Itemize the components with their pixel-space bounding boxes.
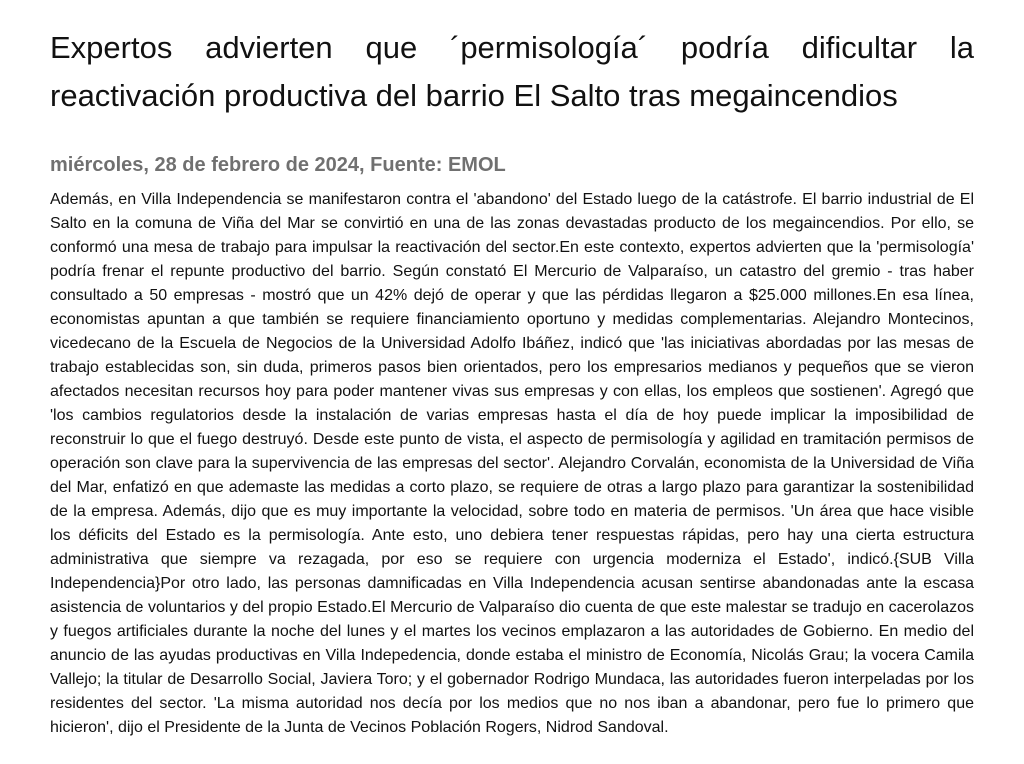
article-headline: Expertos advierten que ´permisología´ podría dificultar la reactivación productiva del barrio El Salto tras megaincendios [50,30,974,113]
article-body: Además, en Villa Independencia se manifestaron contra el 'abandono' del Estado luego de la catástrofe. El barrio industrial de El Salto en la comuna de Viña del Mar se convirtió en una de las zonas devastadas producto de los megaincendios. Por ello, se conformó una mesa de trabajo para impulsar la reactivación del sector.En este contexto, expertos advierten que la 'permisología' podría frenar el repunte productivo del barrio. Según constató El Mercurio de Valparaíso, un catastro del gremio - tras haber consultado a 50 empresas - mostró que un 42% dejó de operar y que las pérdidas llegaron a $25.000 millones.En esa línea, economistas apuntan a que también se requiere financiamiento oportuno y medidas complementarias. Alejandro Montecinos, vicedecano de la Escuela de Negocios de la Universidad Adolfo Ibáñez, indicó que 'las iniciativas abordadas por las mesas de trabajo establecidas son, sin duda, primeros pasos bien orientados, pero los empresarios medianos y pequeños que se vieron afectados necesitan recursos hoy para poder mantener vivas sus empresas y con ellas, los empleos que sostienen'. Agregó que 'los cambios regulatorios desde la instalación de varias empresas hasta el día de hoy puede implicar la imposibilidad de reconstruir lo que el fuego destruyó. Desde este punto de vista, el aspecto de permisología y agilidad en tramitación permisos de operación son clave para la supervivencia de las empresas del sector'. Alejandro Corvalán, economista de la Universidad de Viña del Mar, enfatizó en que ademaste las medidas a corto plazo, se requiere de otras a largo plazo para garantizar la sostenibilidad de la empresa. Además, dijo que es muy importante la velocidad, sobre todo en materia de permisos. 'Un área que hace visible los déficits del Estado es la permisología. Ante esto, uno debiera tener respuestas rápidas, pero hay una cierta estructura administrativa que siempre va rezagada, por eso se requiere con urgencia moderniza el Estado', indicó.{SUB Villa Independencia}Por otro lado, las personas damnificadas en Villa Independencia acusan sentirse abandonadas ante la escasa asistencia de voluntarios y del propio Estado.El Mercurio de Valparaíso dio cuenta de que este malestar se tradujo en cacerolazos y fuegos artificiales durante la noche del lunes y el martes los vecinos emplazaron a las autoridades de Gobierno. En medio del anuncio de las ayudas productivas en Villa Indepedencia, donde estaba el ministro de Economía, Nicolás Grau; la vocera Camila Vallejo; la titular de Desarrollo Social, Javiera Toro; y el gobernador Rodrigo Mundaca, las autoridades fueron interpeladas por los residentes del sector. 'La misma autoridad nos decía por los medios que no nos iban a abandonar, pero fue lo primero que hicieron', dijo el Presidente de la Junta de Vecinos Población Rogers, Nidrod Sandoval. [50,191,974,736]
article-dateline: miércoles, 28 de febrero de 2024, Fuente: EMOL [50,154,506,176]
news-article [50,24,974,740]
